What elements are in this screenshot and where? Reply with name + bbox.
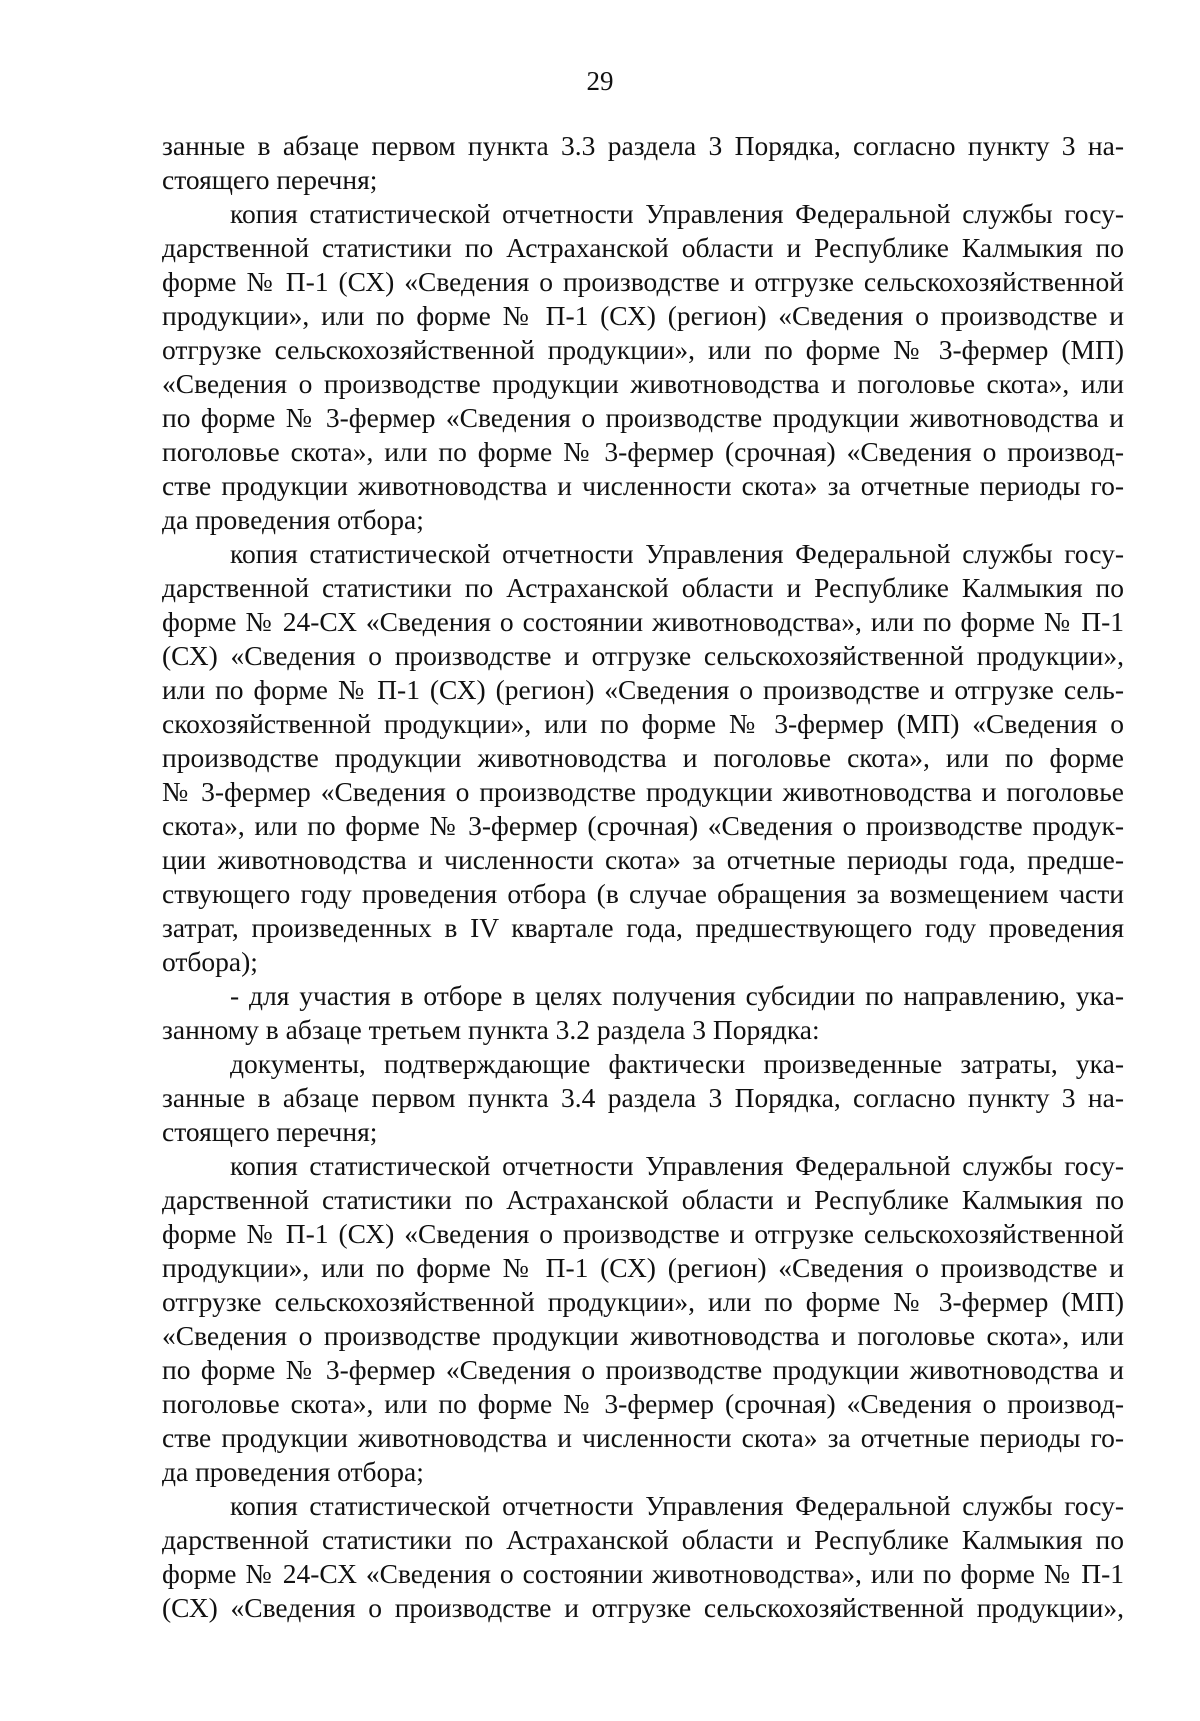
- text-line: копия статистической отчетности Управления Федеральной службы госу-: [230, 1490, 1124, 1521]
- text-line: скохозяйственной продукции», или по форме № 3-фермер (МП) «Сведения о: [162, 708, 1124, 739]
- text-line: занному в абзаце третьем пункта 3.2 раздела 3 Порядка:: [162, 1014, 820, 1045]
- text-line: скота», или по форме № 3-фермер (срочная) «Сведения о производстве продук-: [162, 810, 1124, 841]
- text-line: копия статистической отчетности Управления Федеральной службы госу-: [230, 1150, 1124, 1181]
- text-line: № 3-фермер «Сведения о производстве продукции животноводства и поголовье: [162, 776, 1124, 807]
- text-line: «Сведения о производстве продукции животноводства и поголовье скота», или: [162, 1320, 1124, 1351]
- text-line: отгрузке сельскохозяйственной продукции», или по форме № 3-фермер (МП): [162, 1286, 1124, 1317]
- text-line: поголовье скота», или по форме № 3-фермер (срочная) «Сведения о производ-: [162, 436, 1124, 467]
- text-line: продукции», или по форме № П-1 (СХ) (регион) «Сведения о производстве и: [162, 300, 1124, 331]
- text-line: - для участия в отборе в целях получения субсидии по направлению, ука-: [230, 980, 1124, 1011]
- text-line: отбора);: [162, 946, 258, 977]
- text-line: занные в абзаце первом пункта 3.4 раздела 3 Порядка, согласно пункту 3 на-: [162, 1082, 1124, 1113]
- text-line: стоящего перечня;: [162, 1116, 378, 1147]
- text-line: поголовье скота», или по форме № 3-фермер (срочная) «Сведения о производ-: [162, 1388, 1124, 1419]
- text-line: стве продукции животноводства и численности скота» за отчетные периоды го-: [162, 470, 1124, 501]
- text-line: «Сведения о производстве продукции животноводства и поголовье скота», или: [162, 368, 1124, 399]
- text-line: форме № П-1 (СХ) «Сведения о производстве и отгрузке сельскохозяйственной: [162, 1218, 1124, 1249]
- text-line: стоящего перечня;: [162, 164, 378, 195]
- text-line: форме № 24-СХ «Сведения о состоянии животноводства», или по форме № П-1: [162, 606, 1124, 637]
- text-line: ции животноводства и численности скота» за отчетные периоды года, предше-: [162, 844, 1124, 875]
- text-line: (СХ) «Сведения о производстве и отгрузке сельскохозяйственной продукции»,: [162, 1592, 1124, 1623]
- text-line: производстве продукции животноводства и поголовье скота», или по форме: [162, 742, 1124, 773]
- text-line: занные в абзаце первом пункта 3.3 раздела 3 Порядка, согласно пункту 3 на-: [162, 130, 1124, 161]
- text-line: по форме № 3-фермер «Сведения о производстве продукции животноводства и: [162, 402, 1124, 433]
- text-line: затрат, произведенных в IV квартале года, предшествующего году проведения: [162, 912, 1124, 943]
- text-line: по форме № 3-фермер «Сведения о производстве продукции животноводства и: [162, 1354, 1124, 1385]
- text-line: да проведения отбора;: [162, 504, 424, 535]
- text-line: форме № 24-СХ «Сведения о состоянии животноводства», или по форме № П-1: [162, 1558, 1124, 1589]
- text-line: дарственной статистики по Астраханской области и Республике Калмыкия по: [162, 1184, 1124, 1215]
- text-line: дарственной статистики по Астраханской области и Республике Калмыкия по: [162, 1524, 1124, 1555]
- text-line: стве продукции животноводства и численности скота» за отчетные периоды го-: [162, 1422, 1124, 1453]
- text-line: (СХ) «Сведения о производстве и отгрузке сельскохозяйственной продукции»,: [162, 640, 1124, 671]
- text-line: документы, подтверждающие фактически произведенные затраты, ука-: [230, 1048, 1124, 1079]
- text-line: дарственной статистики по Астраханской области и Республике Калмыкия по: [162, 572, 1124, 603]
- text-line: да проведения отбора;: [162, 1456, 424, 1487]
- text-line: дарственной статистики по Астраханской области и Республике Калмыкия по: [162, 232, 1124, 263]
- text-line: или по форме № П-1 (СХ) (регион) «Сведения о производстве и отгрузке сель-: [162, 674, 1124, 705]
- text-line: копия статистической отчетности Управления Федеральной службы госу-: [230, 538, 1124, 569]
- text-line: продукции», или по форме № П-1 (СХ) (регион) «Сведения о производстве и: [162, 1252, 1124, 1283]
- page-number: 29: [586, 66, 614, 96]
- text-line: копия статистической отчетности Управления Федеральной службы госу-: [230, 198, 1124, 229]
- text-line: форме № П-1 (СХ) «Сведения о производстве и отгрузке сельскохозяйственной: [162, 266, 1124, 297]
- text-line: ствующего году проведения отбора (в случае обращения за возмещением части: [162, 878, 1124, 909]
- text-line: отгрузке сельскохозяйственной продукции», или по форме № 3-фермер (МП): [162, 334, 1124, 365]
